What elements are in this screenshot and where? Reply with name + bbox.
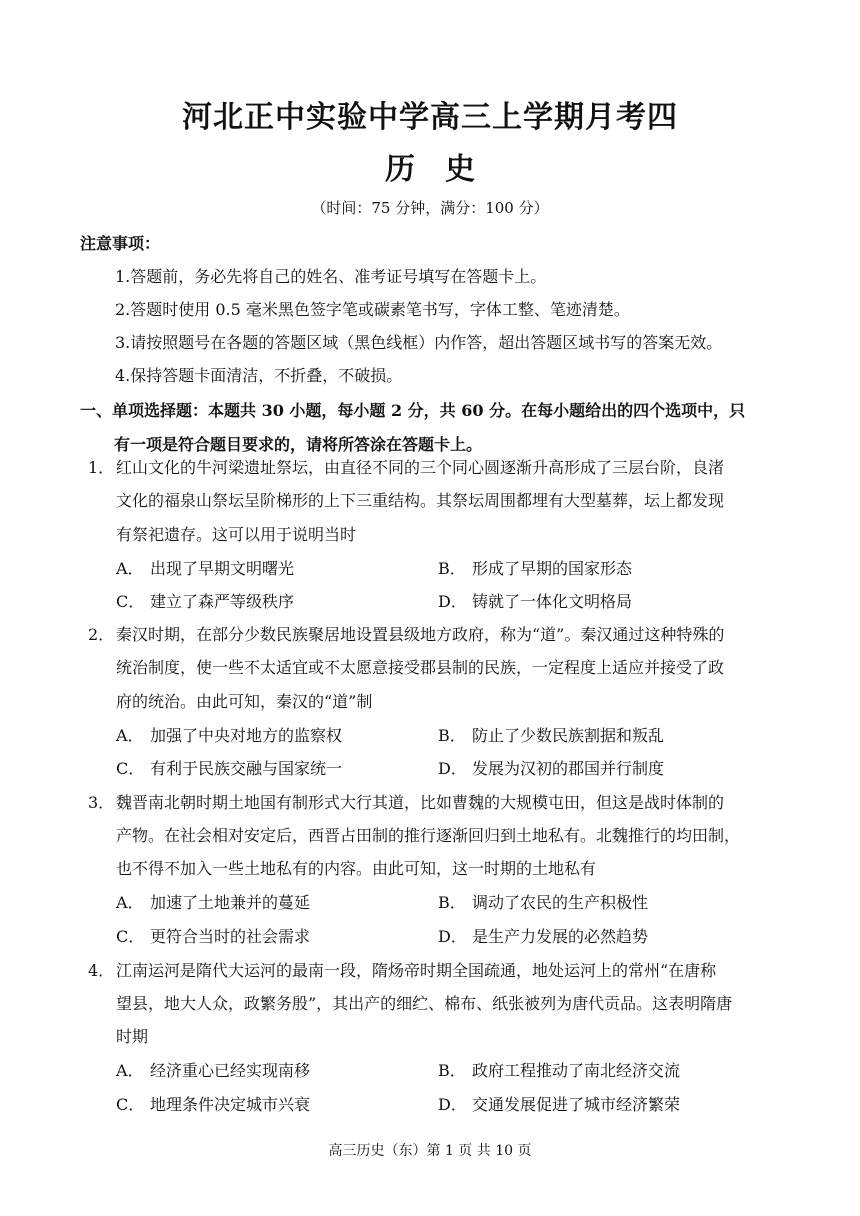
question-text-line: 望县，地大人众，政繁务殷”，其出产的细纻、棉布、纸张被列为唐代贡品。这表明隋唐 <box>116 994 733 1013</box>
notice-item: 4.保持答题卡面清洁，不折叠，不破损。 <box>115 366 403 385</box>
option-text: 更符合当时的社会需求 <box>150 927 311 946</box>
question-text-line: 江南运河是隋代大运河的最南一段，隋炀帝时期全国疏通，地处运河上的常州“在唐称 <box>116 961 717 980</box>
question-number: 1． <box>88 458 115 477</box>
option-text: 加强了中央对地方的监察权 <box>150 726 343 745</box>
option-text: 出现了早期文明曙光 <box>150 559 295 578</box>
option-text: 交通发展促进了城市经济繁荣 <box>472 1095 681 1114</box>
option-a <box>116 892 310 914</box>
option-a <box>116 558 294 580</box>
option-text: 发展为汉初的郡国并行制度 <box>472 759 665 778</box>
question-text-line: 也不得不加入一些土地私有的内容。由此可知，这一时期的土地私有 <box>116 859 597 878</box>
option-letter: D． <box>438 1095 467 1114</box>
option-text: 建立了森严等级秩序 <box>150 592 295 611</box>
option-letter: A． <box>116 893 144 912</box>
option-text: 形成了早期的国家形态 <box>472 559 633 578</box>
notice-heading: 注意事项： <box>80 234 161 253</box>
option-text: 调动了农民的生产积极性 <box>472 893 649 912</box>
option-c <box>116 591 294 613</box>
option-text: 政府工程推动了南北经济交流 <box>472 1061 681 1080</box>
option-d <box>438 758 664 780</box>
question-text-line: 府的统治。由此可知，秦汉的“道”制 <box>116 692 373 711</box>
option-a <box>116 1060 310 1082</box>
option-text: 铸就了一体化文明格局 <box>472 592 633 611</box>
option-text: 加速了土地兼并的蔓延 <box>150 893 311 912</box>
question-text-line: 统治制度，使一些不太适宜或不太愿意接受郡县制的民族，一定程度上适应并接受了政 <box>116 658 725 677</box>
option-letter: B． <box>438 726 466 745</box>
question-text-line: 文化的福泉山祭坛呈阶梯形的上下三重结构。其祭坛周围都埋有大型墓葬，坛上都发现 <box>116 491 725 510</box>
question-text-line: 红山文化的牛河梁遗址祭坛，由直径不同的三个同心圆逐渐升高形成了三层台阶，良渚 <box>116 458 725 477</box>
question-text-line: 秦汉时期，在部分少数民族聚居地设置县级地方政府，称为“道”。秦汉通过这种特殊的 <box>116 625 725 644</box>
option-letter: A． <box>116 726 144 745</box>
question-number: 2． <box>88 625 115 644</box>
option-text: 地理条件决定城市兴衰 <box>150 1095 311 1114</box>
option-b <box>438 725 664 747</box>
option-c <box>116 1094 310 1116</box>
option-letter: B． <box>438 1061 466 1080</box>
option-text: 是生产力发展的必然趋势 <box>472 927 649 946</box>
option-text: 有利于民族交融与国家统一 <box>150 759 343 778</box>
option-c <box>116 758 342 780</box>
option-letter: B． <box>438 893 466 912</box>
option-text: 经济重心已经实现南移 <box>150 1061 311 1080</box>
option-letter: A． <box>116 559 144 578</box>
question-text-line: 产物。在社会相对安定后，西晋占田制的推行逐渐回归到土地私有。北魏推行的均田制， <box>116 826 741 845</box>
question-text-line: 魏晋南北朝时期土地国有制形式大行其道，比如曹魏的大规模屯田，但这是战时体制的 <box>116 793 725 812</box>
option-b <box>438 892 648 914</box>
option-letter: A． <box>116 1061 144 1080</box>
page-footer: 高三历史（东）第 1 页 共 10 页 <box>328 1143 532 1159</box>
question-text-line: 有祭祀遗存。这可以用于说明当时 <box>116 525 357 544</box>
time-info: （时间：75 分钟，满分：100 分） <box>311 199 549 217</box>
option-text: 防止了少数民族割据和叛乱 <box>472 726 665 745</box>
option-a <box>116 725 342 747</box>
question-number: 3． <box>88 793 115 812</box>
notice-item: 1.答题前，务必先将自己的姓名、准考证号填写在答题卡上。 <box>115 267 547 286</box>
question-text-line: 时期 <box>116 1027 149 1046</box>
option-letter: C． <box>116 1095 145 1114</box>
option-letter: B． <box>438 559 466 578</box>
option-letter: C． <box>116 927 145 946</box>
option-letter: D． <box>438 592 467 611</box>
section-heading <box>80 394 800 462</box>
option-d <box>438 591 632 613</box>
option-b <box>438 558 632 580</box>
exam-title: 河北正中实验中学高三上学期月考四 <box>182 100 678 135</box>
option-d <box>438 1094 680 1116</box>
option-letter: C． <box>116 592 145 611</box>
notice-item: 2.答题时使用 0.5 毫米黑色签字笔或碳素笔书写，字体工整、笔迹清楚。 <box>115 300 630 319</box>
option-b <box>438 1060 680 1082</box>
notice-item: 3.请按照题号在各题的答题区域（黑色线框）内作答，超出答题区域书写的答案无效。 <box>115 333 723 352</box>
option-letter: D． <box>438 759 467 778</box>
option-c <box>116 926 310 948</box>
option-d <box>438 926 648 948</box>
section-heading-line: 有一项是符合题目要求的，请将所答涂在答题卡上。 <box>114 435 483 454</box>
option-letter: C． <box>116 759 145 778</box>
subject-title: 历 史 <box>385 152 475 187</box>
option-letter: D． <box>438 927 467 946</box>
section-heading-line: 一、单项选择题：本题共 30 小题，每小题 2 分，共 60 分。在每小题给出的四个选项中，只 <box>80 401 746 420</box>
question-number: 4． <box>88 961 115 980</box>
